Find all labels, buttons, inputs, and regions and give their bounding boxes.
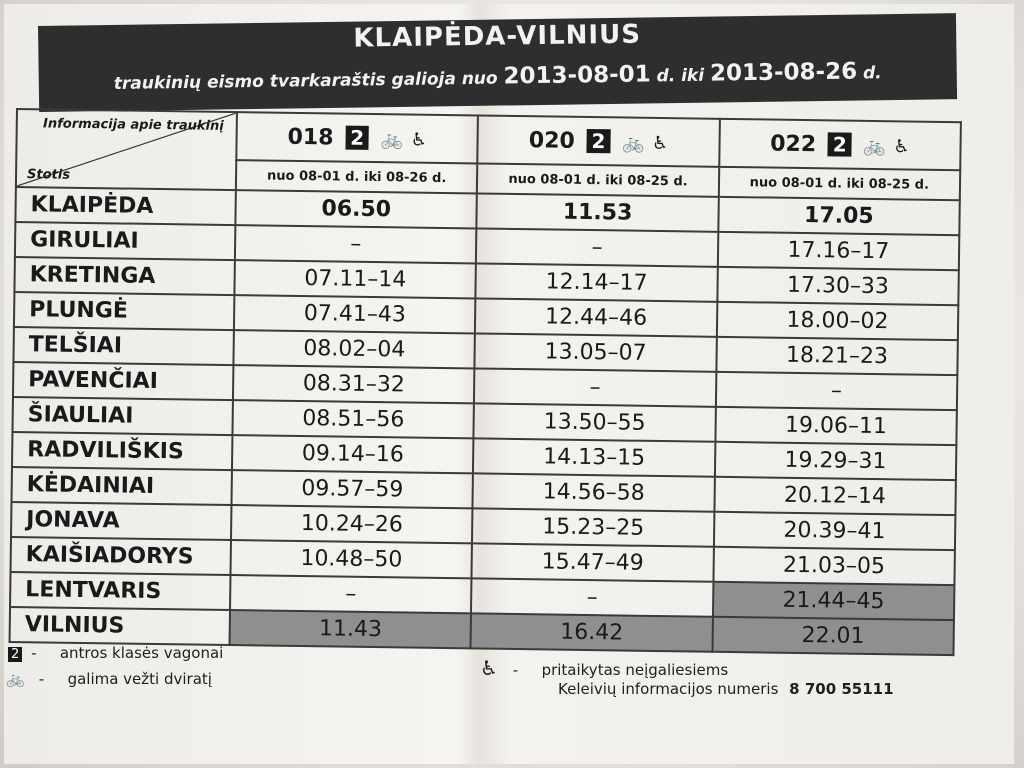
train-018-header <box>236 112 478 163</box>
train-020-validity: nuo 08-01 d. iki 08-25 d. <box>477 163 719 196</box>
time-cell: 18.21–23 <box>716 337 958 375</box>
station-name: KĖDAINIAI <box>11 467 231 505</box>
validity-mid: d. iki <box>656 65 705 87</box>
corner-station-label: Stotis <box>26 167 71 183</box>
time-cell-arrival-highlight: 16.42 <box>471 613 713 651</box>
timetable-table <box>9 108 962 656</box>
date-from: 2013-08-01 <box>503 61 651 90</box>
time-cell: – <box>471 578 713 616</box>
bicycle-icon: 🚲 <box>863 135 886 157</box>
time-cell: – <box>476 228 718 266</box>
corner-cell <box>16 109 237 190</box>
timetable-grid <box>9 108 962 656</box>
wheelchair-icon: ♿ <box>651 132 669 154</box>
legend-dash: - <box>31 644 37 662</box>
legend-wheelchair-text: pritaikytas neįgaliesiems <box>541 661 729 679</box>
time-cell: 12.44–46 <box>475 298 717 336</box>
legend-dash: - <box>38 670 45 688</box>
legend-wheelchair <box>480 656 728 680</box>
timetable-banner <box>38 13 957 112</box>
time-cell: 20.12–14 <box>714 477 956 515</box>
validity-prefix: traukinių eismo tvarkaraštis galioja nuo <box>113 68 498 94</box>
station-name: PAVENČIAI <box>13 362 233 400</box>
station-name: KLAIPĖDA <box>15 187 235 225</box>
bicycle-icon: 🚲 <box>621 131 645 154</box>
bicycle-icon: 🚲 <box>6 670 25 688</box>
time-cell: 06.50 <box>235 190 477 228</box>
time-cell-arrival-highlight: 22.01 <box>712 617 954 655</box>
station-name: TELŠIAI <box>13 327 233 365</box>
time-cell: – <box>235 225 477 263</box>
second-class-badge: 2 <box>345 125 369 149</box>
legend-class <box>4 644 223 662</box>
corner-info-label: Informacija apie traukinį <box>43 116 224 134</box>
phone-label: Keleivių informacijos numeris <box>558 680 779 698</box>
time-cell: 10.24–26 <box>231 505 473 543</box>
train-number: 020 <box>528 127 575 154</box>
time-cell: 20.39–41 <box>714 512 956 550</box>
train-number: 022 <box>770 131 817 157</box>
wheelchair-icon: ♿ <box>480 656 498 680</box>
time-cell: 15.23–25 <box>472 508 714 546</box>
time-cell: – <box>230 575 472 613</box>
station-name: JONAVA <box>11 502 231 540</box>
time-cell: 14.56–58 <box>473 473 715 511</box>
station-name: PLUNGĖ <box>14 292 234 330</box>
validity-line <box>39 57 957 96</box>
time-cell: 15.47–49 <box>472 543 714 581</box>
station-name: KAIŠIADORYS <box>11 537 231 575</box>
legend-phone <box>558 680 894 698</box>
time-cell: 17.05 <box>718 197 960 235</box>
second-class-badge: 2 <box>586 128 610 152</box>
route-title: KLAIPĖDA-VILNIUS <box>353 19 642 54</box>
time-cell: 12.14–17 <box>476 263 718 301</box>
time-cell: 07.11–14 <box>234 260 476 298</box>
station-name: RADVILIŠKIS <box>12 432 232 470</box>
station-name: LENTVARIS <box>10 572 230 610</box>
legend-class-text: antros klasės vagonai <box>59 644 224 662</box>
train-number: 018 <box>287 124 334 150</box>
second-class-badge: 2 <box>8 647 22 662</box>
date-to: 2013-08-26 <box>709 58 858 87</box>
train-018-validity: nuo 08-01 d. iki 08-26 d. <box>236 160 478 193</box>
station-name: ŠIAULIAI <box>12 397 232 435</box>
time-cell: 08.31–32 <box>233 365 475 403</box>
bicycle-icon: 🚲 <box>380 128 404 150</box>
time-cell: 11.53 <box>477 193 719 231</box>
time-cell: 08.02–04 <box>233 330 475 368</box>
time-cell: 17.30–33 <box>717 267 959 305</box>
train-022-validity: nuo 08-01 d. iki 08-25 d. <box>718 167 960 200</box>
time-cell: 18.00–02 <box>717 302 959 340</box>
time-cell: 13.05–07 <box>475 333 717 371</box>
time-cell: 10.48–50 <box>231 540 473 578</box>
wheelchair-icon: ♿ <box>410 129 428 151</box>
station-name: VILNIUS <box>10 607 230 645</box>
train-header-row <box>16 109 961 170</box>
time-cell: 09.14–16 <box>232 435 474 473</box>
time-cell: 08.51–56 <box>232 400 474 438</box>
time-cell-arrival-highlight: 21.44–45 <box>713 582 955 620</box>
time-cell: 17.16–17 <box>718 232 960 270</box>
legend-bike <box>6 670 212 688</box>
phone-number: 8 700 55111 <box>789 680 894 698</box>
time-cell: 09.57–59 <box>231 470 473 508</box>
time-cell: 13.50–55 <box>474 403 716 441</box>
legend-bike-text: galima vežti dviratį <box>67 670 212 688</box>
time-cell: 07.41–43 <box>234 295 476 333</box>
time-cell: – <box>716 372 958 410</box>
time-cell: 19.06–11 <box>715 407 957 445</box>
time-cell: 14.13–15 <box>473 438 715 476</box>
legend-dash: - <box>512 661 519 679</box>
station-name: KRETINGA <box>14 257 234 295</box>
time-cell: 21.03–05 <box>713 547 955 585</box>
wheelchair-icon: ♿ <box>893 135 910 157</box>
time-cell: – <box>474 368 716 406</box>
train-022-header <box>719 119 961 170</box>
timetable-sheet <box>4 4 1014 764</box>
time-cell: 19.29–31 <box>715 442 957 480</box>
time-cell-arrival-highlight: 11.43 <box>230 610 472 648</box>
validity-suffix: d. <box>862 63 882 84</box>
station-name: GIRULIAI <box>15 222 235 260</box>
train-020-header <box>478 115 720 166</box>
second-class-badge: 2 <box>828 132 852 156</box>
